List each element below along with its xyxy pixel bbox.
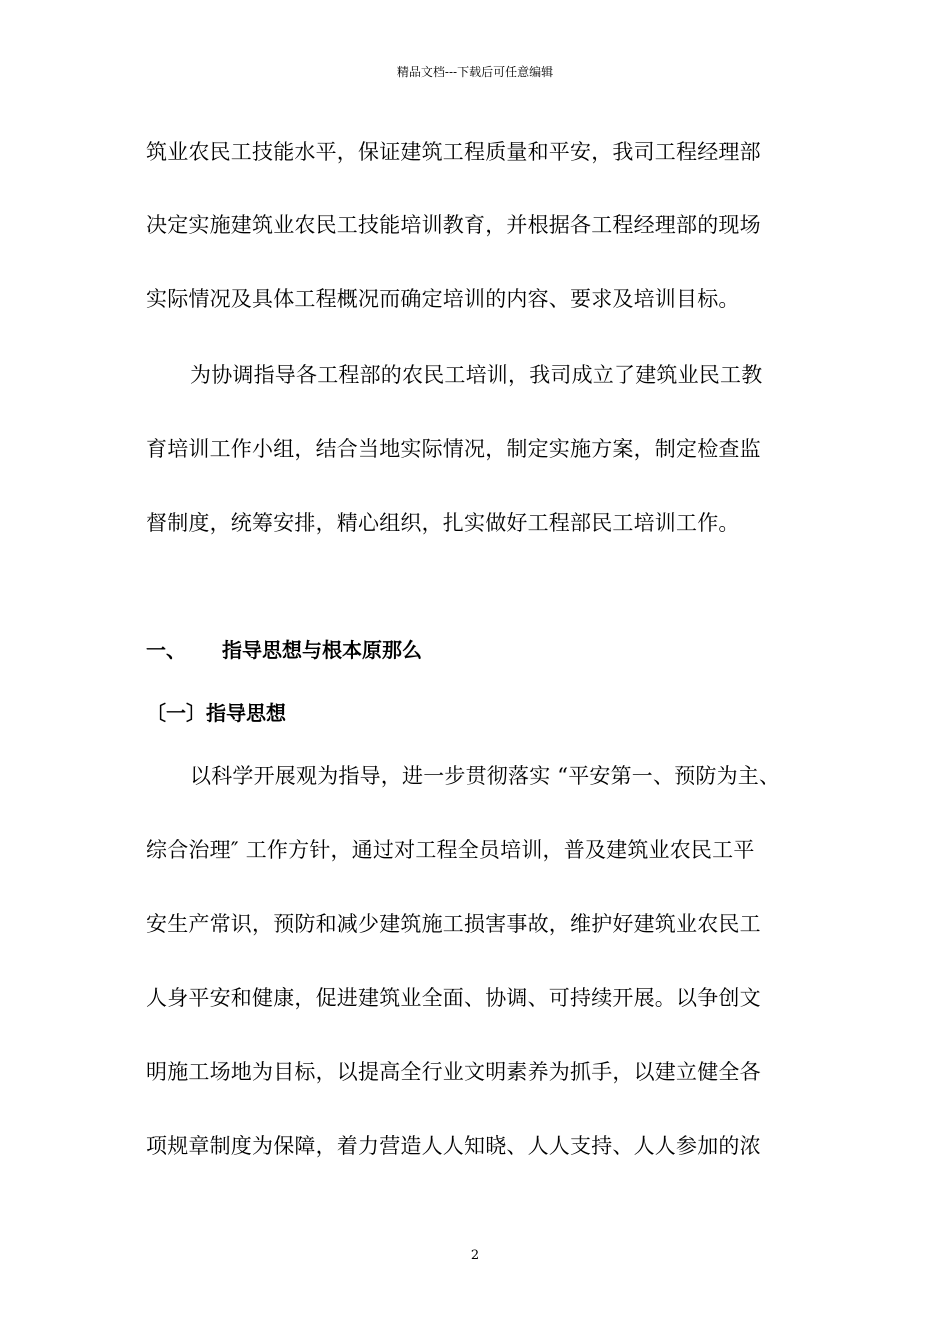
section-number: 一、 [146, 638, 186, 662]
page-header: 精品文档---下载后可任意编辑 [396, 65, 554, 79]
paragraph-line: 育培训工作小组，结合当地实际情况，制定实施方案，制定检查监 [146, 437, 761, 461]
paragraph-line: 实际情况及具体工程概况而确定培训的内容、要求及培训目标。 [146, 287, 740, 311]
paragraph-line: 以科学开展观为指导，进一步贯彻落实 “平安第一、预防为主、 [190, 764, 781, 788]
paragraph-line: 督制度，统筹安排，精心组织，扎实做好工程部民工培训工作。 [146, 511, 740, 535]
paragraph-line: 决定实施建筑业农民工技能培训教育，并根据各工程经理部的现场 [146, 213, 761, 237]
paragraph-line: 项规章制度为保障，着力营造人人知晓、人人支持、人人参加的浓 [146, 1134, 761, 1158]
section-heading [146, 636, 422, 664]
page-number: 2 [470, 1248, 480, 1263]
paragraph-line: 安生产常识，预防和减少建筑施工损害事故，维护好建筑业农民工 [146, 912, 761, 936]
paragraph-line: 综合治理″ 工作方针，通过对工程全员培训，普及建筑业农民工平 [146, 838, 755, 862]
paragraph-line: 明施工场地为目标，以提高全行业文明素养为抓手，以建立健全各 [146, 1060, 761, 1084]
paragraph-line: 人身平安和健康，促进建筑业全面、协调、可持续开展。以争创文 [146, 986, 761, 1010]
subsection-heading: 〔一〕指导思想 [146, 701, 286, 725]
paragraph-line: 筑业农民工技能水平，保证建筑工程质量和平安，我司工程经理部 [146, 140, 761, 164]
section-title: 指导思想与根本原那么 [222, 638, 422, 662]
paragraph-line: 为协调指导各工程部的农民工培训，我司成立了建筑业民工教 [190, 363, 763, 387]
